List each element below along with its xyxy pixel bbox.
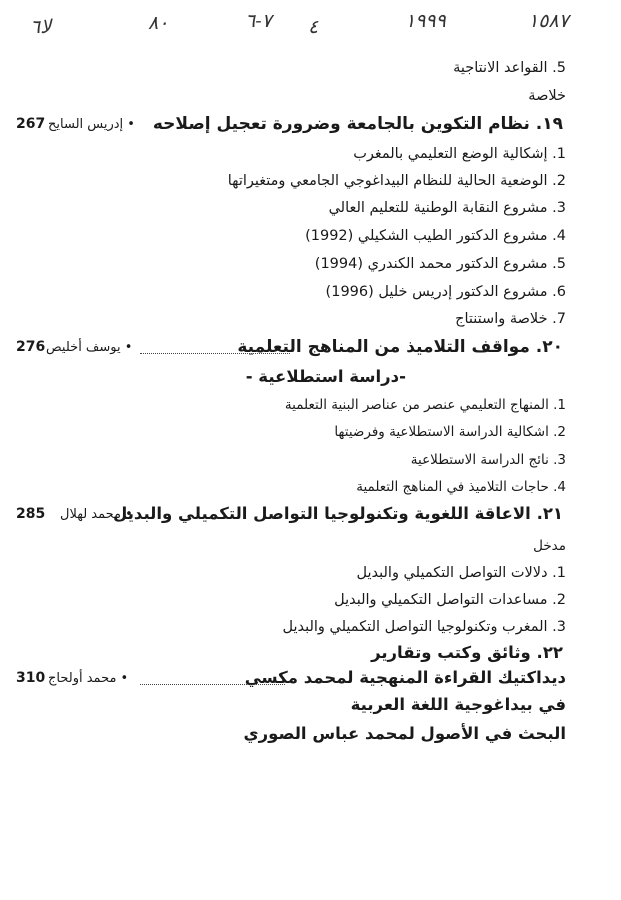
summary-label: خلاصة <box>528 88 566 104</box>
page-number: 310 <box>16 670 46 686</box>
section-subtitle: -دراسة استطلاعية - <box>245 367 406 386</box>
page-number: 285 <box>16 506 46 522</box>
dot-leader <box>140 353 290 354</box>
author-name: • يوسف أخليص <box>46 340 133 355</box>
list-item: 4. مشروع الدكتور الطيب الشكيلي (1992) <box>305 228 566 244</box>
section-title: ١٩. نظام التكوين بالجامعة وضرورة تعجيل إصلاحه <box>152 114 563 134</box>
review-title: البحث في الأصول لمحمد عباس الصوري <box>243 724 566 743</box>
intro-label: مدخل <box>533 538 566 554</box>
list-item: 1. المنهاج التعليمي عنصر من عناصر البنية التعلمية <box>284 397 566 413</box>
section-title: ٢١. الاعاقة اللغوية وتكنولوجيا التواصل التكميلي والبديل <box>112 504 563 523</box>
list-item: 4. حاجات التلاميذ في المناهج التعلمية <box>356 479 566 495</box>
handwritten-mark: ١٩٩٩ <box>405 10 446 32</box>
handwritten-mark: ٧-٦ <box>245 10 272 32</box>
list-item: 7. خلاصة واستنتاج <box>455 311 566 327</box>
author-name: • محمد لهلال <box>60 507 133 522</box>
list-item: 3. المغرب وتكنولوجيا التواصل التكميلي والبديل <box>282 619 566 635</box>
section-title: ٢٢. وثائق وكتب وتقارير <box>371 643 563 662</box>
author-name: • محمد أولحاج <box>48 671 129 686</box>
handwritten-mark: ٨٠ <box>148 12 169 34</box>
list-item: 3. نائج الدراسة الاستطلاعية <box>410 452 566 468</box>
list-item: 5. مشروع الدكتور محمد الكندري (1994) <box>314 256 566 272</box>
review-title: ديداكتيك القراءة المنهجية لمحمد مكسي <box>244 668 566 687</box>
list-item: 5. القواعد الانتاجية <box>453 60 566 76</box>
handwritten-mark: ١٥٨٧ <box>528 10 569 32</box>
dot-leader <box>140 684 285 685</box>
handwritten-mark: ﻻ٦ <box>30 16 52 38</box>
handwritten-mark: ٤ <box>308 16 319 38</box>
author-name: • إدريس السايح <box>48 117 135 132</box>
review-title: في بيداغوجية اللغة العربية <box>350 695 566 714</box>
list-item: 2. مساعدات التواصل التكميلي والبديل <box>334 592 566 608</box>
list-item: 1. دلالات التواصل التكميلي والبديل <box>356 565 566 581</box>
page-number: 276 <box>16 339 46 355</box>
list-item: 2. اشكالية الدراسة الاستطلاعية وفرضيتها <box>334 424 566 440</box>
list-item: 2. الوضعية الحالية للنظام البيداغوجي الجامعي ومتغيراتها <box>227 173 566 189</box>
page-number: 267 <box>16 116 46 132</box>
section-title: ٢٠. مواقف التلاميذ من المناهج التعلمية <box>237 337 563 357</box>
list-item: 6. مشروع الدكتور إدريس خليل (1996) <box>325 284 566 300</box>
list-item: 1. إشكالية الوضع التعليمي بالمغرب <box>353 146 566 162</box>
list-item: 3. مشروع النقابة الوطنية للتعليم العالي <box>328 200 566 216</box>
